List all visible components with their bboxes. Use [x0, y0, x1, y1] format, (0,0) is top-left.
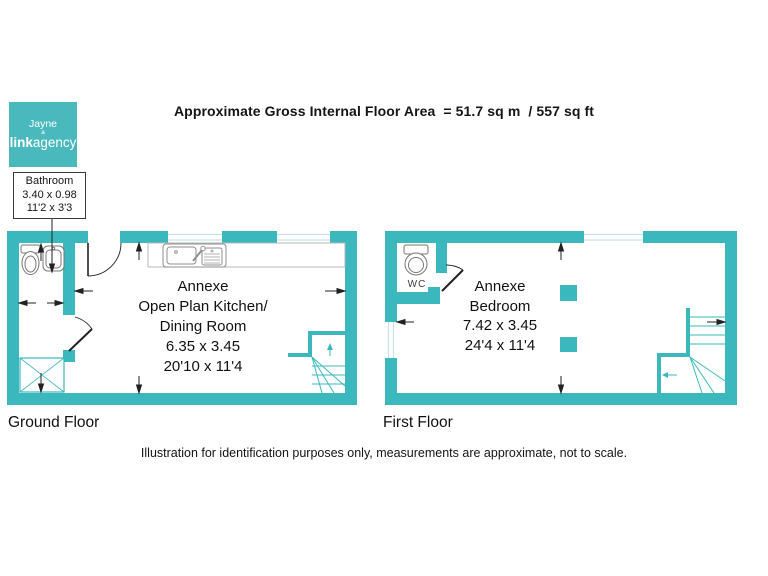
room-dimensions-imperial: 20'10 x 11'4	[163, 358, 243, 375]
ff-stairs-icon	[657, 308, 725, 393]
first-floor-plan	[385, 231, 737, 405]
ground-floor-title: Ground Floor	[8, 414, 100, 431]
page-title: Approximate Gross Internal Floor Area = 51.7 sq m / 557 sq ft	[173, 103, 595, 119]
room-dimensions-imperial: 24'4 x 11'4	[464, 336, 536, 354]
ground-floor-room-label	[138, 277, 267, 377]
wc-toilet-icon	[404, 245, 428, 275]
agency-logo	[9, 102, 77, 167]
room-name: Annexe	[474, 278, 526, 295]
logo-name: Jayne	[28, 117, 58, 130]
callout-line: Bathroom	[25, 175, 74, 187]
wc-label: WC	[407, 279, 427, 290]
room-name: Annexe	[177, 278, 229, 295]
room-name: Open Plan Kitchen/	[138, 298, 268, 315]
logo-brand	[10, 136, 77, 150]
callout-line: 3.40 x 0.98	[22, 188, 77, 201]
disclaimer-text: Illustration for identification purposes only, measurements are approximate, not to scale.	[140, 446, 628, 460]
logo-mid-glyph: a	[41, 128, 45, 136]
room-name: Bedroom	[469, 297, 531, 315]
kitchen-sink-icon	[163, 244, 226, 267]
gf-entrance-door-arc	[88, 243, 121, 276]
bathroom-callout	[13, 172, 86, 219]
room-dimensions-metric: 6.35 x 3.45	[165, 338, 241, 355]
callout-line: 11'2 x 3'3	[26, 202, 73, 214]
toilet-icon	[21, 245, 40, 275]
room-name: Dining Room	[159, 318, 247, 335]
first-floor-room-label	[463, 277, 537, 355]
room-dimensions-metric: 7.42 x 3.45	[462, 317, 538, 334]
callout-leader-line	[50, 217, 55, 272]
gf-bathroom-door-arc	[69, 317, 92, 351]
logo-brand-light: agency	[32, 134, 77, 150]
gf-stairs-icon	[288, 331, 345, 393]
first-floor-title: First Floor	[383, 414, 453, 431]
logo-brand-bold: link	[9, 134, 33, 150]
